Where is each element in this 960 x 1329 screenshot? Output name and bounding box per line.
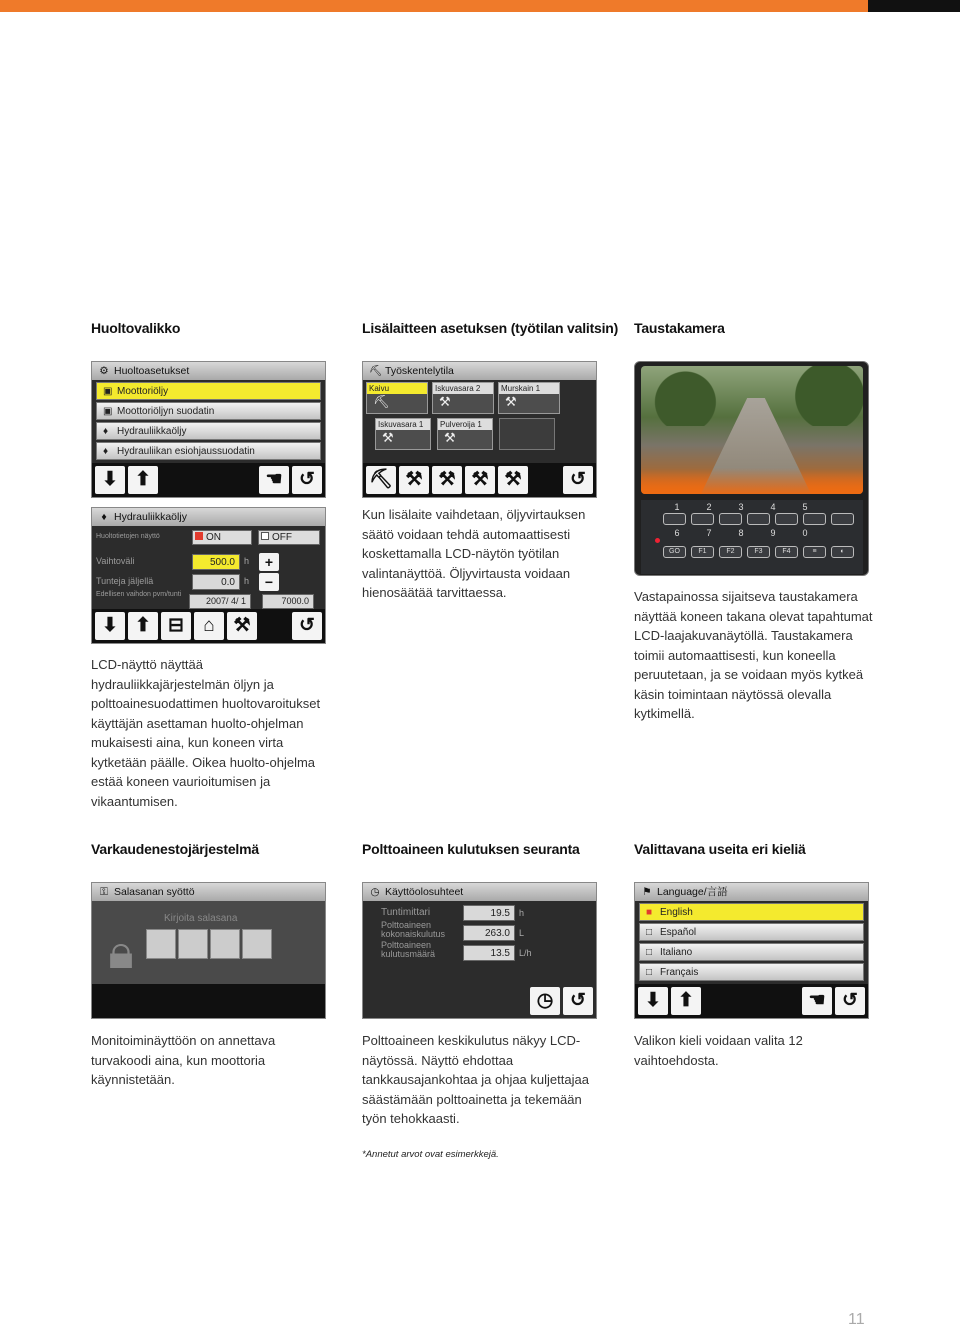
work-mode-screen [362, 361, 597, 498]
keypad-key-extra-1[interactable] [803, 513, 826, 525]
total-fuel-label: Polttoaineen kokonaiskulutus [381, 920, 446, 939]
oil-can-icon: ▣ [103, 386, 113, 397]
crusher-icon: ⚒ [505, 394, 517, 409]
home-plus-icon[interactable]: ⌂ [194, 612, 224, 640]
camera-view [641, 366, 863, 494]
heading-fuel-monitoring: Polttoaineen kulutuksen seuranta [362, 841, 580, 857]
breaker-icon: ⚒ [382, 430, 394, 445]
breaker-icon: ⚒ [439, 394, 451, 409]
language-description: Valikon kieli voidaan valita 12 vaihtoehdosta. [634, 1033, 803, 1068]
checkbox-empty-icon [261, 532, 269, 540]
go-key[interactable]: GO [663, 546, 686, 558]
wrench-icon: ⚙ [99, 365, 109, 377]
checkbox-checked-icon [195, 532, 203, 540]
on-toggle[interactable]: ON [192, 530, 252, 545]
hour-meter-value: 19.5 [463, 905, 515, 921]
page-number: 11 [848, 1311, 865, 1328]
oil-drop-icon: ♦ [103, 426, 109, 437]
menu-item-hydraulic-pilot-filter[interactable]: ♦ Hydrauliikan esiohjaussuodatin [96, 442, 321, 460]
password-prompt: Kirjoita salasana [164, 913, 238, 924]
button-row [363, 463, 596, 497]
return-icon[interactable]: ↺ [292, 466, 322, 494]
heading-rear-camera: Taustakamera [634, 320, 725, 336]
status-led [655, 538, 660, 543]
key-icon: ⚿ [100, 886, 108, 898]
gauge-icon: ◷ [370, 886, 380, 898]
filter-icon: ▣ [103, 406, 113, 417]
last-change-date: 2007/ 4/ 1 [189, 594, 251, 609]
arrow-down-icon[interactable]: ⬇ [95, 612, 125, 640]
screen-title: Työskentelytila [385, 365, 454, 377]
reset-icon[interactable]: ⊟ [161, 612, 191, 640]
pulverizer-mode-icon[interactable]: ⚒ [498, 466, 528, 494]
fuel-rate-value: 13.5 [463, 945, 515, 961]
reset-gauge-icon[interactable]: ◷ [530, 987, 560, 1015]
f2-key[interactable]: F2 [719, 546, 742, 558]
screen-title: Käyttöolosuhteet [385, 886, 464, 898]
rear-camera-display [634, 361, 869, 576]
screen-title-bar [363, 883, 596, 901]
password-digit-4[interactable] [242, 929, 272, 959]
keypad-key-3[interactable] [719, 513, 742, 525]
remaining-value: 0.0 [192, 574, 240, 590]
menu-item-hydraulic-oil[interactable]: ♦ Hydrauliikkaöljy [96, 422, 321, 440]
checkbox-empty-icon: □ [646, 947, 653, 958]
keypad-key-1[interactable] [663, 513, 686, 525]
menu-item-engine-oil[interactable]: ▣ Moottoriöljy [96, 382, 321, 400]
return-icon[interactable]: ↺ [292, 612, 322, 640]
oil-drop-icon: ♦ [103, 446, 109, 457]
interval-value[interactable]: 500.0 [192, 554, 240, 570]
keypad-key-4[interactable] [747, 513, 770, 525]
fuel-monitoring-description: Polttoaineen keskikulutus näkyy LCD-näytössä. Näyttö ehdottaa tankkausajankohtaa ja ohjaa kuljettajaa säästämään polttoainetta ja tekemään työn tehokkaasti. [362, 1033, 589, 1126]
heading-languages: Valittavana useita eri kieliä [634, 841, 806, 857]
language-option-italian[interactable]: □ Italiano [639, 943, 864, 961]
minus-icon[interactable]: − [259, 573, 279, 591]
f3-key[interactable]: F3 [747, 546, 770, 558]
camera-key[interactable]: ◐ [831, 546, 854, 558]
last-change-label: Edellisen vaihdon pvm/tunti [96, 591, 182, 598]
remaining-label: Tunteja jäljellä [96, 576, 154, 586]
return-icon[interactable]: ↺ [563, 987, 593, 1015]
interval-label: Vaihtoväli [96, 556, 135, 566]
wrench-icon[interactable]: ⚒ [227, 612, 257, 640]
password-digit-3[interactable] [210, 929, 240, 959]
plus-icon[interactable]: + [259, 553, 279, 571]
button-row [92, 463, 325, 497]
tool-slot-crusher-1[interactable]: Murskain 1 ⚒ [498, 382, 560, 414]
language-option-french[interactable]: □ Français [639, 963, 864, 981]
footnote: *Annetut arvot ovat esimerkkejä. [362, 1149, 499, 1160]
maintenance-description: LCD-näyttö näyttää hydrauliikkajärjestelmän öljyn ja polttoainesuodattimen huoltovaroitukset käyttäjän asettaman huolto-ohjelman mukaisesti aina, kun koneen virta kytketään päälle. Oikea huolto-ohjelma estää koneen vaurioitumisen ja vikaantumisen. [91, 657, 321, 809]
checkbox-empty-icon: □ [646, 967, 653, 978]
anti-theft-description: Monitoiminäyttöön on annettava turvakoodi aina, kun moottoria käynnistetään. [91, 1033, 276, 1087]
dig-mode-icon[interactable]: ⛏ [366, 466, 396, 494]
screen-title-bar [92, 508, 325, 526]
fuel-rate-label: Polttoaineen kulutusmäärä [381, 940, 436, 959]
screen-title-bar [635, 883, 868, 901]
arrow-up-icon[interactable]: ⬆ [671, 987, 701, 1015]
tool-slot-pulverizer-1[interactable]: Pulveroija 1 ⚒ [437, 418, 493, 450]
menu-item-engine-oil-filter[interactable]: ▣ Moottoriöljyn suodatin [96, 402, 321, 420]
f4-key[interactable]: F4 [775, 546, 798, 558]
heading-maintenance-menu: Huoltovalikko [91, 320, 181, 336]
hour-meter-unit: h [519, 908, 525, 918]
keypad-key-2[interactable] [691, 513, 714, 525]
language-option-english[interactable]: ■ English [639, 903, 864, 921]
select-hand-icon[interactable]: ☚ [259, 466, 289, 494]
language-option-spanish[interactable]: □ Español [639, 923, 864, 941]
hour-meter-label: Tuntimittari [381, 907, 431, 918]
total-fuel-unit: L [519, 928, 525, 938]
attachment-description: Kun lisälaite vaihdetaan, öljyvirtauksen säätö voidaan tehdä automaattisesti koskettamalla LCD-näytön työtilan valintanäyttöä. Öljyvirtausta voidaan hienosäätää tarvittaessa. [362, 507, 586, 600]
menu-key[interactable]: ≡ [803, 546, 826, 558]
last-change-hours: 7000.0 [262, 594, 314, 609]
total-fuel-value: 263.0 [463, 925, 515, 941]
interval-unit: h [244, 556, 250, 566]
keypad-key-5[interactable] [775, 513, 798, 525]
button-row [363, 984, 596, 1018]
heading-attachment-settings: Lisälaitteen asetuksen (työtilan valitsin) [362, 320, 619, 336]
crusher-mode-icon[interactable]: ⚒ [465, 466, 495, 494]
keypad-key-extra-2[interactable] [831, 513, 854, 525]
off-toggle[interactable]: OFF [258, 530, 320, 545]
top-corner-bar [868, 0, 960, 12]
password-digit-2[interactable] [178, 929, 208, 959]
return-icon[interactable]: ↺ [563, 466, 593, 494]
checkbox-empty-icon: □ [646, 927, 653, 938]
arrow-up-icon[interactable]: ⬆ [128, 612, 158, 640]
language-icon: ⚑ [642, 886, 652, 898]
heading-anti-theft: Varkaudenestojärjestelmä [91, 841, 259, 857]
button-row [92, 609, 325, 643]
maintenance-settings-screen [91, 361, 326, 498]
screen-title-bar [363, 362, 596, 380]
monitor-keypad: 1 2 3 4 5 6 7 8 9 0 GO F1 F2 F3 F4 ≡ ◐ [641, 500, 863, 574]
arrow-up-icon[interactable]: ⬆ [128, 466, 158, 494]
tool-slot-empty[interactable] [499, 418, 555, 450]
screen-title: Hydrauliikkaöljy [114, 511, 187, 523]
screen-title: Huoltoasetukset [114, 365, 190, 377]
screen-title-bar [92, 362, 325, 380]
screen-title: Language/言語 [657, 886, 728, 898]
bucket-icon: ⛏ [373, 394, 390, 409]
button-row [635, 984, 868, 1018]
breaker-2-mode-icon[interactable]: ⚒ [432, 466, 462, 494]
arrow-down-icon[interactable]: ⬇ [95, 466, 125, 494]
padlock-icon: 🔒︎ [108, 926, 134, 979]
screen-title: Salasanan syöttö [114, 886, 195, 898]
checkbox-checked-icon: ■ [646, 907, 653, 918]
tool-slot-dig[interactable]: Kaivu ⛏ [366, 382, 428, 414]
tool-slot-breaker-2[interactable]: Iskuvasara 2 ⚒ [432, 382, 494, 414]
language-screen [634, 882, 869, 1019]
oil-drop-icon: ♦ [101, 511, 107, 523]
fuel-rate-unit: L/h [519, 948, 532, 958]
operating-conditions-screen [362, 882, 597, 1019]
password-digit-1[interactable] [146, 929, 176, 959]
display-setting-label: Huoltotietojen näyttö [96, 533, 160, 540]
arrow-down-icon[interactable]: ⬇ [638, 987, 668, 1015]
return-icon[interactable]: ↺ [835, 987, 865, 1015]
rear-camera-description: Vastapainossa sijaitseva taustakamera näyttää koneen takana olevat tapahtumat LCD-laajakuvanäytöllä. Taustakamera toimii automaattisesti, kun koneella peruutetaan, ja se voidaan myös kytkeä käsin toimintaan näytössä olevalla kytkimellä. [634, 589, 873, 721]
f1-key[interactable]: F1 [691, 546, 714, 558]
tool-slot-breaker-1[interactable]: Iskuvasara 1 ⚒ [375, 418, 431, 450]
screen-title-bar [92, 883, 325, 901]
excavator-icon: ⛏ [369, 365, 383, 377]
pulverizer-icon: ⚒ [444, 430, 456, 445]
password-entry-screen [91, 882, 326, 1019]
top-accent-bar [0, 0, 868, 12]
select-hand-icon[interactable]: ☚ [802, 987, 832, 1015]
hydraulic-oil-screen [91, 507, 326, 644]
remaining-unit: h [244, 576, 250, 586]
breaker-mode-icon[interactable]: ⚒ [399, 466, 429, 494]
